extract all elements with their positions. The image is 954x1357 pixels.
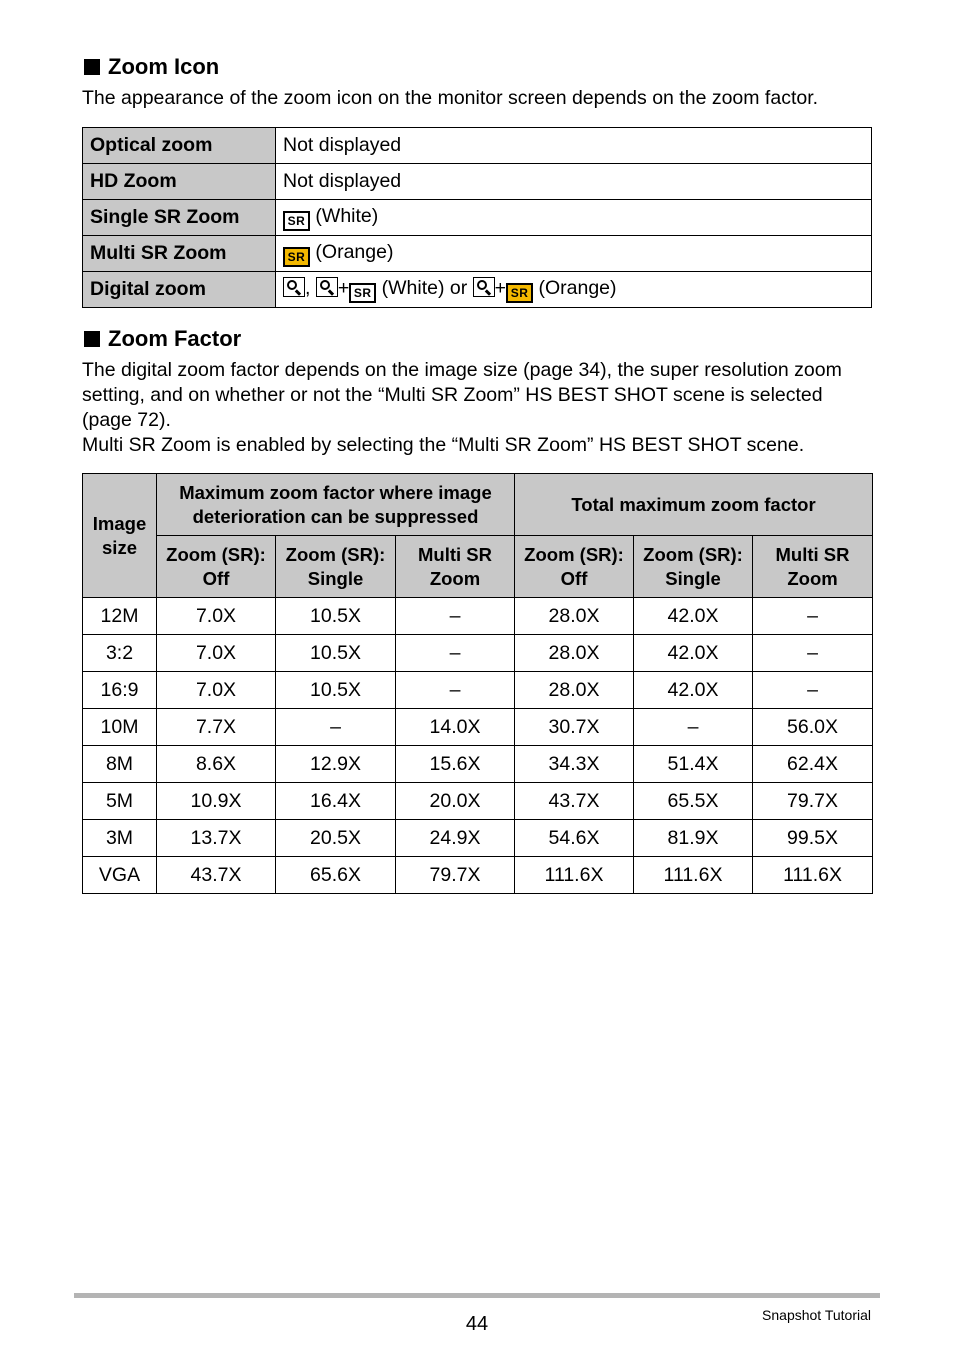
zoom-value-cell: 28.0X (515, 598, 634, 635)
zoom-value-cell: 62.4X (753, 746, 873, 783)
zoom-value-cell: 81.9X (634, 820, 753, 857)
zoom-value-cell: 7.7X (157, 709, 276, 746)
zoom-value-cell: 7.0X (157, 598, 276, 635)
table-row (83, 857, 873, 894)
zoom-value-cell: 15.6X (396, 746, 515, 783)
comma: , (305, 276, 311, 299)
zoom-value-cell: 111.6X (634, 857, 753, 894)
image-size-cell: 16:9 (83, 672, 157, 709)
subheader: Multi SR Zoom (396, 536, 515, 598)
table-subheader-row (83, 536, 873, 598)
zoom-value-cell: 43.7X (515, 783, 634, 820)
zoom-value-cell: 111.6X (753, 857, 873, 894)
sr-orange-icon: SR (283, 247, 310, 267)
table-row (83, 200, 872, 236)
table-body (83, 598, 873, 894)
zoom-value-cell: 10.5X (276, 598, 396, 635)
table-row (83, 783, 873, 820)
zoom-value-cell: – (634, 709, 753, 746)
zoom-value-cell: 12.9X (276, 746, 396, 783)
zoom-value-cell: 16.4X (276, 783, 396, 820)
table-row (83, 128, 872, 164)
zoom-value-cell: 14.0X (396, 709, 515, 746)
white-or-text: (White) or (381, 276, 468, 299)
zoom-factor-table (82, 473, 873, 894)
zoom-value-cell: 111.6X (515, 857, 634, 894)
zoom-factor-para-1: The digital zoom factor depends on the image size (page 34), the super resolution zoom setting, and on whether or not the “Multi SR Zoom” HS BEST SHOT scene is selected (page 72). (82, 359, 842, 431)
zoom-value-cell: 28.0X (515, 672, 634, 709)
zoom-value-cell: 28.0X (515, 635, 634, 672)
zoom-value-cell: 10.5X (276, 672, 396, 709)
row-value (276, 200, 872, 236)
footer-rule (74, 1293, 880, 1298)
row-value-text: (White) (315, 204, 379, 227)
row-value (276, 272, 872, 308)
table-row (83, 709, 873, 746)
subheader: Zoom (SR): Off (157, 536, 276, 598)
zoom-value-cell: – (276, 709, 396, 746)
zoom-value-cell: 8.6X (157, 746, 276, 783)
sr-orange-icon: SR (506, 283, 533, 303)
zoom-value-cell: 20.5X (276, 820, 396, 857)
image-size-cell: VGA (83, 857, 157, 894)
zoom-magnifier-icon (473, 277, 495, 297)
subheader: Zoom (SR): Single (634, 536, 753, 598)
row-value (276, 236, 872, 272)
zoom-value-cell: – (396, 598, 515, 635)
row-label: Optical zoom (83, 128, 276, 164)
zoom-factor-para-2: Multi SR Zoom is enabled by selecting the “Multi SR Zoom” HS BEST SHOT scene. (82, 434, 805, 456)
section-title-text: Zoom Factor (108, 326, 242, 351)
zoom-value-cell: 42.0X (634, 598, 753, 635)
table-row (83, 236, 872, 272)
table-row (83, 272, 872, 308)
zoom-value-cell: 79.7X (396, 857, 515, 894)
zoom-value-cell: 7.0X (157, 635, 276, 672)
table-header-row (83, 474, 873, 536)
zoom-value-cell: 7.0X (157, 672, 276, 709)
zoom-value-cell: – (396, 672, 515, 709)
orange-text: (Orange) (538, 276, 617, 299)
row-label: Multi SR Zoom (83, 236, 276, 272)
zoom-value-cell: – (396, 635, 515, 672)
square-bullet-icon (84, 59, 100, 75)
image-size-cell: 8M (83, 746, 157, 783)
table-row (83, 672, 873, 709)
zoom-value-cell: 54.6X (515, 820, 634, 857)
header-max-zoom-suppressed: Maximum zoom factor where image deterioration can be suppressed (157, 474, 515, 536)
table-row (83, 820, 873, 857)
section-title-text: Zoom Icon (108, 54, 220, 79)
square-bullet-icon (84, 331, 100, 347)
zoom-value-cell: 20.0X (396, 783, 515, 820)
subheader: Zoom (SR): Single (276, 536, 396, 598)
zoom-value-cell: 56.0X (753, 709, 873, 746)
section-title-zoom-icon (84, 54, 219, 80)
page-number: 44 (465, 1313, 489, 1335)
zoom-value-cell: 42.0X (634, 672, 753, 709)
zoom-icon-intro: The appearance of the zoom icon on the monitor screen depends on the zoom factor. (82, 87, 819, 109)
image-size-cell: 3M (83, 820, 157, 857)
zoom-value-cell: 10.9X (157, 783, 276, 820)
zoom-value-cell: 43.7X (157, 857, 276, 894)
row-value: Not displayed (276, 128, 872, 164)
zoom-magnifier-icon (316, 277, 338, 297)
section-title-zoom-factor (84, 326, 241, 352)
zoom-value-cell: 65.5X (634, 783, 753, 820)
zoom-value-cell: 65.6X (276, 857, 396, 894)
subheader: Zoom (SR): Off (515, 536, 634, 598)
row-label: Digital zoom (83, 272, 276, 308)
image-size-cell: 12M (83, 598, 157, 635)
image-size-cell: 3:2 (83, 635, 157, 672)
plus-sign: + (337, 276, 350, 299)
table-row (83, 598, 873, 635)
zoom-value-cell: – (753, 635, 873, 672)
row-value-text: (Orange) (315, 240, 394, 263)
zoom-magnifier-icon (283, 277, 305, 297)
table-row (83, 635, 873, 672)
zoom-value-cell: 51.4X (634, 746, 753, 783)
header-image-size: Image size (83, 474, 157, 598)
row-label: HD Zoom (83, 164, 276, 200)
table-row (83, 164, 872, 200)
zoom-value-cell: 99.5X (753, 820, 873, 857)
zoom-value-cell: – (753, 598, 873, 635)
zoom-icon-table (82, 127, 872, 308)
zoom-value-cell: 42.0X (634, 635, 753, 672)
row-label: Single SR Zoom (83, 200, 276, 236)
zoom-value-cell: – (753, 672, 873, 709)
zoom-value-cell: 79.7X (753, 783, 873, 820)
zoom-value-cell: 30.7X (515, 709, 634, 746)
plus-sign: + (494, 276, 507, 299)
header-total-max-zoom: Total maximum zoom factor (515, 474, 873, 536)
table-row (83, 746, 873, 783)
image-size-cell: 10M (83, 709, 157, 746)
zoom-value-cell: 10.5X (276, 635, 396, 672)
sr-white-icon: SR (283, 211, 310, 231)
zoom-value-cell: 13.7X (157, 820, 276, 857)
subheader: Multi SR Zoom (753, 536, 873, 598)
sr-white-icon: SR (349, 283, 376, 303)
footer-section-label: Snapshot Tutorial (762, 1307, 871, 1323)
image-size-cell: 5M (83, 783, 157, 820)
zoom-value-cell: 24.9X (396, 820, 515, 857)
zoom-value-cell: 34.3X (515, 746, 634, 783)
row-value: Not displayed (276, 164, 872, 200)
